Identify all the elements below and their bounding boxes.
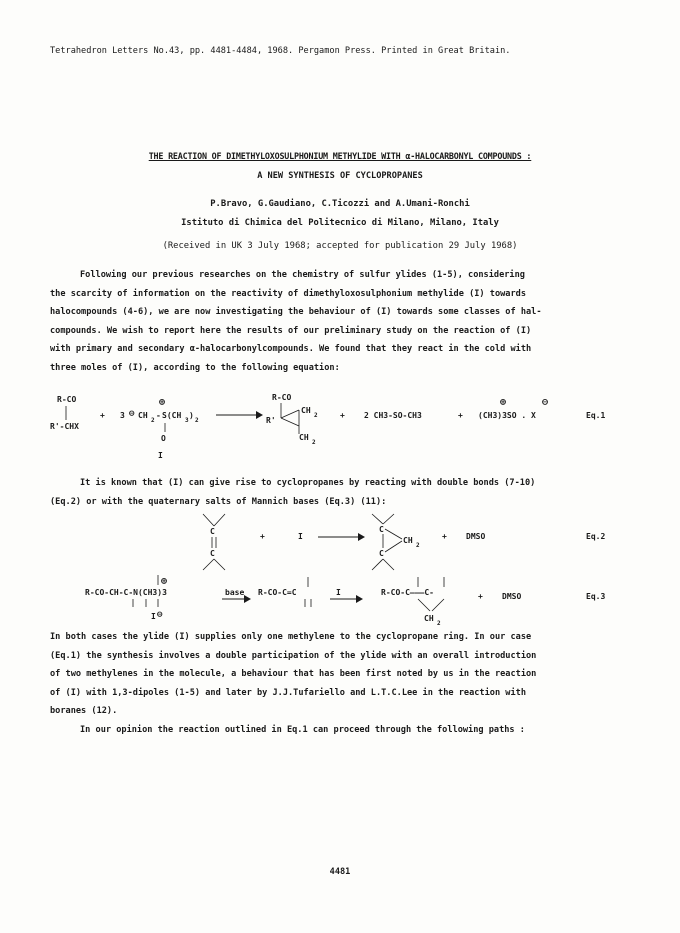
eq1-salt: (CH3)3SO . X [478,411,536,420]
eq2-ring-c-bottom: C [379,549,384,558]
authors: P.Bravo, G.Gaudiano, C.Ticozzi and A.Umani-Ronchi [210,199,470,209]
text-line: with primary and secondary α-halocarbonylcompounds. We found that they react in the cold with [50,344,532,354]
equation-3 [0,573,680,629]
eq1-dash: - [156,411,161,420]
received-date: (Received in UK 3 July 1968; accepted for publication 29 July 1968) [162,241,518,251]
journal-citation: Tetrahedron Letters No.43, pp. 4481-4484, 1968. Pergamon Press. Printed in Great Britain. [50,46,511,56]
eq1-product-ch2b: CH [299,433,309,442]
text-line: of (I) with 1,3-dipoles (1-5) and later by J.J.Tufariello and L.T.C.Lee in the reaction with [50,687,526,698]
eq1-sub: 2 [312,439,316,446]
eq1-ylide-s: S(CH [162,411,182,420]
paragraph-known [50,474,635,511]
eq3-cond-ylide: I [336,588,341,597]
eq2-reagent: I [298,532,303,541]
eq2-byproduct: DMSO [466,532,486,541]
text-line: of two methylenes in the molecule, a behaviour that has been first noted by us in the reaction [50,669,537,679]
eq2-c-bottom: C [210,549,215,558]
eq1-sub: 2 [195,417,199,424]
eq3-cond-base: base [225,588,245,597]
eq1-ylide-name: I [158,451,163,460]
eq1-plus-charge: ⊕ [159,397,166,408]
eq3-plus: + [478,592,483,601]
text-line: boranes (12). [50,706,118,716]
eq1-label: Eq.1 [586,411,606,420]
eq1-sub: 2 [314,412,318,419]
eq1-product-rco: R-CO [272,393,292,402]
eq2-ring-c-top: C [379,525,384,534]
eq1-sub: 3 [185,417,189,424]
eq1-product-r2: R' [266,416,276,425]
eq1-ylide-o: O [161,434,166,443]
article-title-line2: A NEW SYNTHESIS OF CYCLOPROPANES [257,171,423,181]
eq1-paren: ) [189,411,194,420]
eq1-reactant-bottom: R'-CHX [50,422,79,431]
eq2-label: Eq.2 [586,532,606,541]
eq3-anion: I [151,612,156,621]
eq3-label: Eq.3 [586,592,606,601]
eq1-salt-plus: ⊕ [500,397,507,408]
eq1-salt-minus: ⊖ [542,397,549,408]
eq1-plus-1: + [100,411,105,420]
text-line: In our opinion the reaction outlined in Eq.1 can proceed through the following paths : [80,724,525,735]
text-line: It is known that (I) can give rise to cyclopropanes by reacting with double bonds (7-10) [80,478,536,488]
text-line: (Eq.2) or with the quaternary salts of Mannich bases (Eq.3) (11): [50,496,387,507]
paragraph-intro [50,266,635,377]
equation-1 [0,388,680,468]
eq1-sub: 2 [151,417,155,424]
text-line: three moles of (I), according to the following equation: [50,362,340,373]
eq1-product-ch2a: CH [301,406,311,415]
eq1-plus-3: + [458,411,463,420]
article-title-line1: THE REACTION OF DIMETHYLOXOSULPHONIUM METHYLIDE WITH α-HALOCARBONYL COMPOUNDS : [148,151,532,161]
eq3-plus-charge: ⊕ [161,576,168,587]
text-line: compounds. We wish to report here the results of our preliminary study on the reaction of (I) [50,325,532,336]
eq1-coef: 3 [120,411,125,420]
text-line: the scarcity of information on the reactivity of dimethyloxosulphonium methylide (I) towards [50,288,526,299]
eq1-minus: ⊖ [129,409,135,419]
eq3-reactant: R-CO-CH-C-N(CH3)3 [85,588,167,597]
text-line: (Eq.1) the synthesis involves a double participation of the ylide with an overall introduction [50,650,537,661]
text-line: halocompounds (4-6), we are now investigating the behaviour of (I) towards some classes of hal- [50,307,542,317]
eq1-plus-2: + [340,411,345,420]
affiliation: Istituto di Chimica del Politecnico di Milano, Milano, Italy [181,218,499,228]
eq1-ylide-ch2: CH [138,411,148,420]
eq3-byproduct: DMSO [502,592,522,601]
eq2-plus-2: + [442,532,447,541]
eq3-anion-minus: ⊖ [157,610,163,620]
eq2-plus: + [260,532,265,541]
eq2-ring-ch2: CH [403,536,413,545]
page-number: 4481 [329,867,351,877]
eq2-c-top: C [210,527,215,536]
text-line: In both cases the ylide (I) supplies only one methylene to the cyclopropane ring. In our case [50,632,532,642]
eq1-dmso: 2 CH3-SO-CH3 [364,411,422,420]
paragraph-discussion [50,628,635,739]
text-line: Following our previous researches on the chemistry of sulfur ylides (1-5), considering [80,270,525,280]
eq1-reactant-top: R-CO [57,395,77,404]
eq3-product: R-CO-C———C- [381,588,434,597]
eq3-sub: 2 [437,620,441,627]
eq3-ring-ch2: CH [424,614,434,623]
eq2-sub: 2 [416,542,420,549]
equation-2 [0,512,680,574]
eq3-intermediate: R-CO-C=C [258,588,297,597]
